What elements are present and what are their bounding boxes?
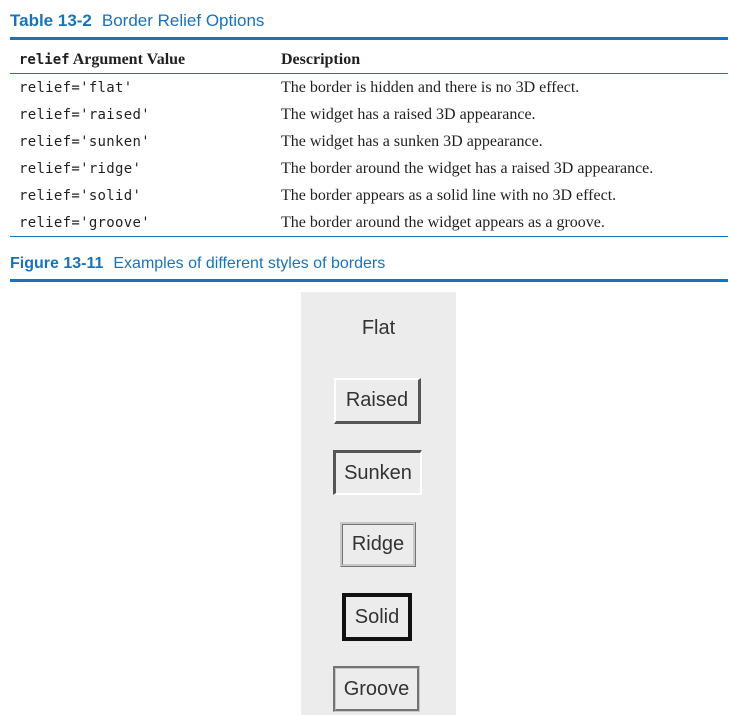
header-argument-code: relief xyxy=(19,51,70,68)
table-row xyxy=(10,101,728,128)
relief-value-cell: relief='ridge' xyxy=(19,160,142,177)
groove-border-example: Groove xyxy=(333,666,420,712)
solid-border-example: Solid xyxy=(342,593,412,641)
header-argument-rest: Argument Value xyxy=(69,50,186,68)
border-examples-panel xyxy=(301,292,456,715)
table-row xyxy=(10,128,728,155)
table-row xyxy=(10,155,728,182)
table-row xyxy=(10,209,728,237)
description-cell: The widget has a sunken 3D appearance. xyxy=(281,132,543,150)
relief-value-cell: relief='groove' xyxy=(19,214,150,231)
figure-number: Figure 13-11 xyxy=(10,255,104,272)
flat-border-example: Flat xyxy=(341,314,416,342)
description-cell: The border around the widget appears as a groove. xyxy=(281,213,605,231)
table-number: Table 13-2 xyxy=(10,11,92,30)
table-header-row xyxy=(10,46,728,74)
sunken-border-example: Sunken xyxy=(333,450,422,495)
ridge-border-example: Ridge xyxy=(340,522,416,567)
table-row xyxy=(10,182,728,209)
header-description: Description xyxy=(281,50,361,68)
table-title: Border Relief Options xyxy=(101,11,265,30)
figure-rule xyxy=(10,279,728,282)
figure-caption xyxy=(10,253,385,275)
raised-border-example: Raised xyxy=(334,378,421,424)
description-cell: The border is hidden and there is no 3D effect. xyxy=(281,78,580,96)
relief-value-cell: relief='solid' xyxy=(19,187,142,204)
table-top-rule xyxy=(10,37,728,40)
description-cell: The border appears as a solid line with no 3D effect. xyxy=(281,186,617,204)
figure-title: Examples of different styles of borders xyxy=(113,255,386,272)
relief-options-table xyxy=(10,46,728,237)
relief-value-cell: relief='raised' xyxy=(19,106,150,123)
description-cell: The widget has a raised 3D appearance. xyxy=(281,105,536,123)
relief-value-cell: relief='sunken' xyxy=(19,133,150,150)
table-caption xyxy=(10,10,264,32)
table-row xyxy=(10,74,728,102)
relief-value-cell: relief='flat' xyxy=(19,79,133,96)
header-argument-value xyxy=(10,46,281,74)
description-cell: The border around the widget has a raised 3D appearance. xyxy=(281,159,654,177)
